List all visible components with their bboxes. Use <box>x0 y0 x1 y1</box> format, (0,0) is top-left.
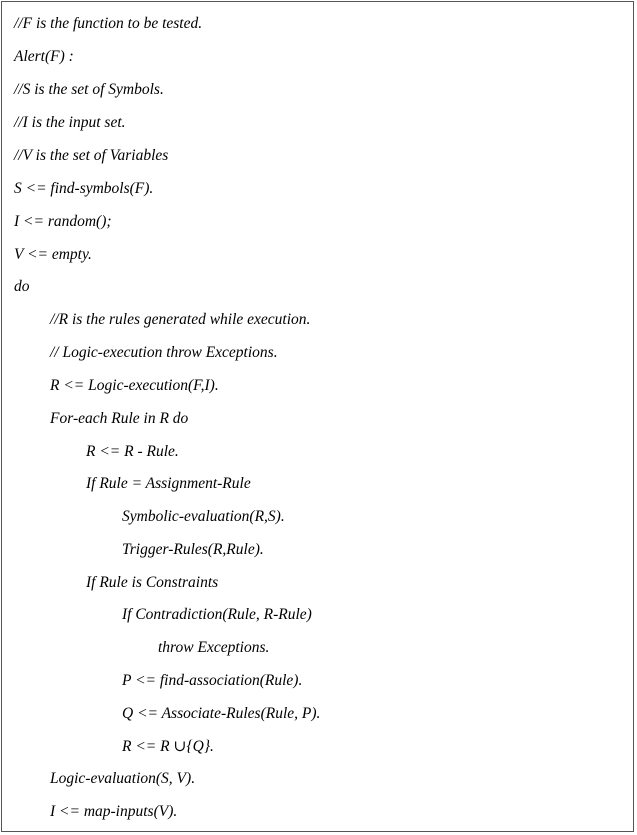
code-line: //R is the rules generated while execution. <box>50 311 311 328</box>
code-line: R <= R - Rule. <box>86 443 179 460</box>
code-line: Logic-evaluation(S, V). <box>50 770 196 787</box>
code-line: Symbolic-evaluation(R,S). <box>122 508 285 525</box>
code-line: For-each Rule in R do <box>50 410 189 427</box>
code-line: R <= Logic-execution(F,I). <box>50 377 219 394</box>
code-line: //V is the set of Variables <box>14 147 169 164</box>
code-line: Alert(F) : <box>14 48 74 65</box>
code-line: //F is the function to be tested. <box>14 15 203 32</box>
code-line: If Rule is Constraints <box>86 574 219 591</box>
code-line: R <= R ∪{Q}. <box>122 738 214 755</box>
code-line: If Rule = Assignment-Rule <box>86 475 251 492</box>
code-line: Trigger-Rules(R,Rule). <box>122 541 264 558</box>
code-line: S <= find-symbols(F). <box>14 180 154 197</box>
code-line: throw Exceptions. <box>158 639 270 656</box>
algorithm-box <box>1 1 634 832</box>
code-line: I <= random(); <box>14 213 112 230</box>
code-line: // Logic-execution throw Exceptions. <box>50 344 278 361</box>
code-line: If Contradiction(Rule, R-Rule) <box>122 606 312 623</box>
code-line: //S is the set of Symbols. <box>14 81 164 98</box>
code-line: P <= find-association(Rule). <box>122 672 303 689</box>
code-line: I <= map-inputs(V). <box>50 803 178 820</box>
code-line: Q <= Associate-Rules(Rule, P). <box>122 705 321 722</box>
code-line: V <= empty. <box>14 246 92 263</box>
code-line: //I is the input set. <box>14 114 126 131</box>
code-line: do <box>14 278 30 295</box>
